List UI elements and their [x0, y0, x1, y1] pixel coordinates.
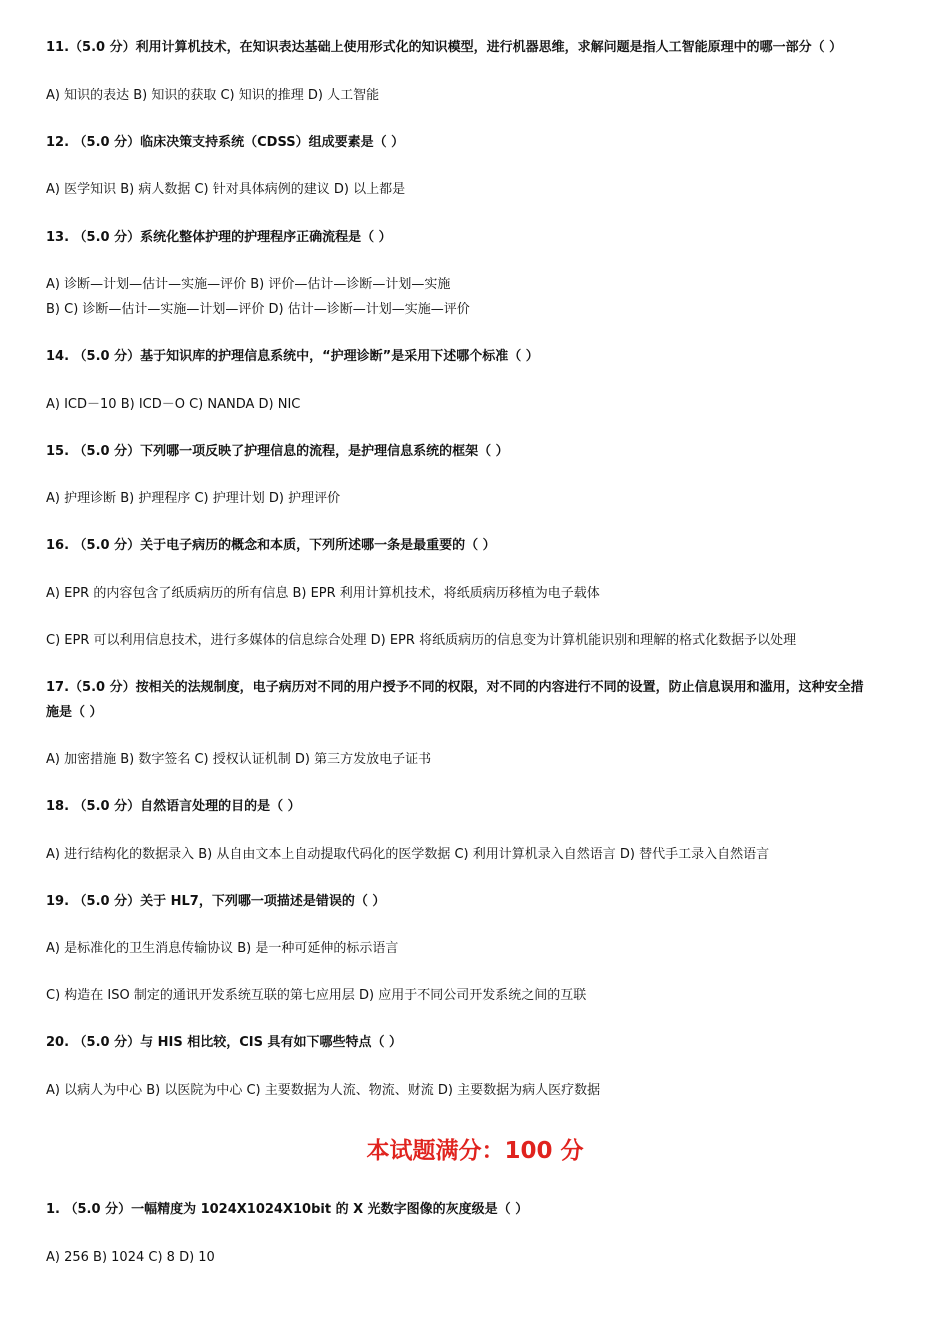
question-12: 12. （5.0 分）临床决策支持系统（CDSS）组成要素是（ ）: [46, 135, 405, 150]
question-15: 15. （5.0 分）下列哪一项反映了护理信息的流程，是护理信息系统的框架（ ）: [46, 444, 509, 459]
section-heading-full-score: 本试题满分：100 分: [366, 1138, 584, 1164]
question-17-continued: 施是（ ）: [46, 705, 103, 720]
question-16-options-line2: C) EPR 可以利用信息技术，进行多媒体的信息综合处理 D) EPR 将纸质病历的信息变为计算机能识别和理解的格式化数据予以处理: [46, 633, 797, 648]
question-12-options: A) 医学知识 B) 病人数据 C) 针对具体病例的建议 D) 以上都是: [46, 182, 406, 197]
question-11-options: A) 知识的表达 B) 知识的获取 C) 知识的推理 D) 人工智能: [46, 88, 380, 103]
question-13-options-line1: A) 诊断—计划—估计—实施—评价 B) 评价—估计—诊断—计划—实施: [46, 277, 451, 292]
question-17-options: A) 加密措施 B) 数字签名 C) 授权认证机制 D) 第三方发放电子证书: [46, 752, 432, 767]
question-20: 20. （5.0 分）与 HIS 相比较，CIS 具有如下哪些特点（ ）: [46, 1035, 403, 1050]
question-19-options-line2: C) 构造在 ISO 制定的通讯开发系统互联的第七应用层 D) 应用于不同公司开发系统之间的互联: [46, 988, 587, 1003]
question-18-options: A) 进行结构化的数据录入 B) 从自由文本上自动提取代码化的医学数据 C) 利用计算机录入自然语言 D) 替代手工录入自然语言: [46, 847, 770, 862]
question-14-options: A) ICD－10 B) ICD－O C) NANDA D) NIC: [46, 397, 301, 412]
question-18: 18. （5.0 分）自然语言处理的目的是（ ）: [46, 799, 301, 814]
question-15-options: A) 护理诊断 B) 护理程序 C) 护理计划 D) 护理评价: [46, 491, 341, 506]
question-20-options: A) 以病人为中心 B) 以医院为中心 C) 主要数据为人流、物流、财流 D) 主要数据为病人医疗数据: [46, 1083, 601, 1098]
question-14: 14. （5.0 分）基于知识库的护理信息系统中，“护理诊断”是采用下述哪个标准（ ）: [46, 349, 539, 364]
question-11: 11.（5.0 分）利用计算机技术，在知识表达基础上使用形式化的知识模型，进行机器思维，求解问题是指人工智能原理中的哪一部分（ ）: [46, 40, 843, 55]
question-19-options-line1: A) 是标准化的卫生消息传输协议 B) 是一种可延伸的标示语言: [46, 941, 399, 956]
question-16-options-line1: A) EPR 的内容包含了纸质病历的所有信息 B) EPR 利用计算机技术，将纸质病历移植为电子载体: [46, 586, 600, 601]
question-13-options-line2: B) C) 诊断—估计—实施—计划—评价 D) 估计—诊断—计划—实施—评价: [46, 302, 470, 317]
question-1: 1. （5.0 分）一幅精度为 1024X1024X10bit 的 X 光数字图像的灰度级是（ ）: [46, 1202, 529, 1217]
question-1-options: A) 256 B) 1024 C) 8 D) 10: [46, 1250, 215, 1265]
question-19: 19. （5.0 分）关于 HL7，下列哪一项描述是错误的（ ）: [46, 894, 386, 909]
question-17: 17.（5.0 分）按相关的法规制度，电子病历对不同的用户授予不同的权限，对不同的内容进行不同的设置，防止信息误用和滥用，这种安全措: [46, 680, 864, 695]
question-16: 16. （5.0 分）关于电子病历的概念和本质，下列所述哪一条是最重要的（ ）: [46, 538, 496, 553]
question-13: 13. （5.0 分）系统化整体护理的护理程序正确流程是（ ）: [46, 230, 392, 245]
